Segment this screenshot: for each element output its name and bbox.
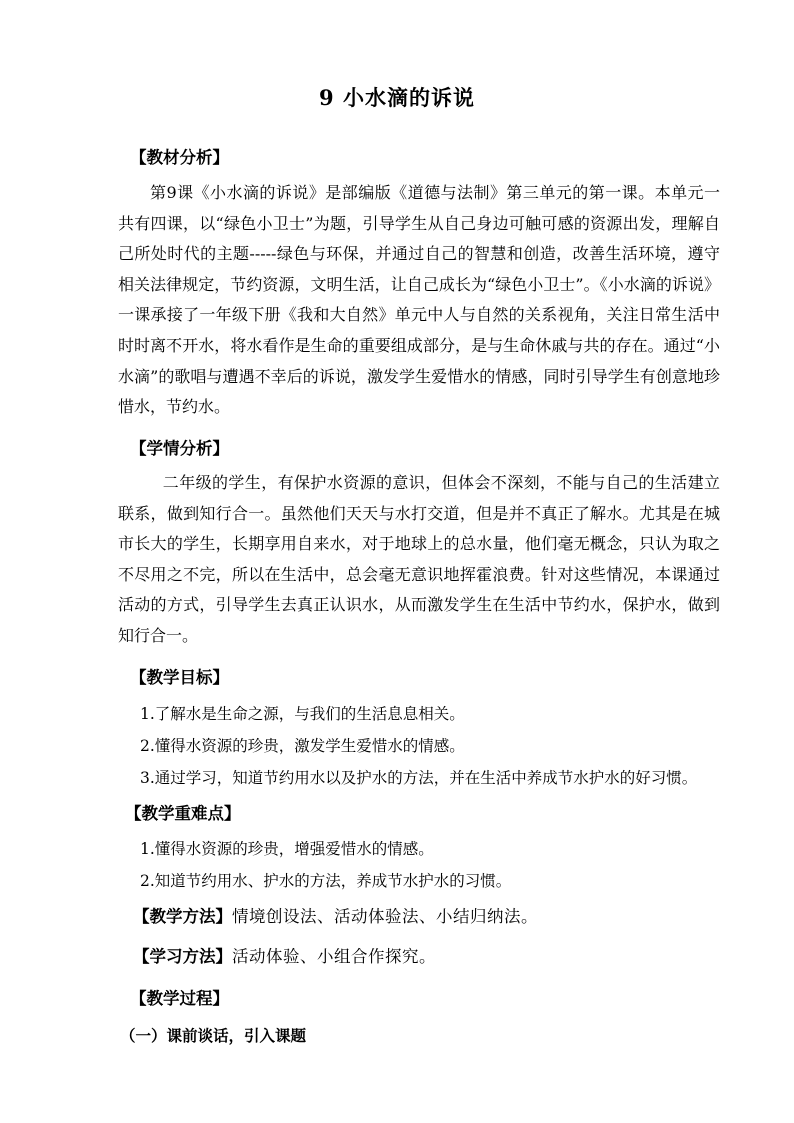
teaching-methods-value: 情境创设法、活动体验法、小结归纳法。 bbox=[232, 907, 538, 926]
objective-item: 1.了解水是生命之源，与我们的生活息息相关。 bbox=[140, 705, 465, 723]
page-title: 9 小水滴的诉说 bbox=[319, 85, 475, 110]
key-points-heading: 【教学重难点】 bbox=[125, 804, 241, 823]
process-subheading: （一）课前谈话，引入课题 bbox=[120, 1026, 307, 1045]
learner-analysis-paragraph: 二年级的学生，有保护水资源的意识，但体会不深刻，不能与自己的生活建立联系，做到知行合一。虽然他们天天与水打交道，但是并不真正了解水。尤其是在城市长大的学生，长期享用自来水，对于地球上的总水量，他们毫无概念，只认为取之不尽用之不完，所以在生活中，总会毫无意识地挥霍浪费。针对这些情况，本课通过活动的方式，引导学生去真正认识水，从而激发学生在生活中节约水，保护水，做到知行合一。 bbox=[118, 473, 720, 645]
learning-methods-value: 活动体验、小组合作探究。 bbox=[232, 947, 436, 966]
textbook-analysis-heading: 【教材分析】 bbox=[130, 148, 229, 167]
key-point-item: 2.知道节约用水、护水的方法，养成节水护水的习惯。 bbox=[140, 872, 512, 890]
textbook-analysis-paragraph: 第9课《小水滴的诉说》是部编版《道德与法制》第三单元的第一课。本单元一共有四课，以“绿色小卫士”为题，引导学生从自己身边可触可感的资源出发，理解自己所处时代的主题-----绿色与环保，并通过自己的智慧和创造，改善生活环境，遵守相关法律规定，节约资源，文明生活，让自己成长为“绿色小卫士”。《小水滴的诉说》一课承接了一年级下册《我和大自然》单元中人与自然的关系视角，关注日常生活中时时离不开水，将水看作是生命的重要组成部分，是与生命休戚与共的存在。通过“小水滴”的歌唱与遭遇不幸后的诉说，激发学生爱惜水的情感，同时引导学生有创意地珍惜水，节约水。 bbox=[118, 183, 720, 417]
key-point-item: 1.懂得水资源的珍贵，增强爱惜水的情感。 bbox=[140, 840, 434, 858]
learning-methods-row bbox=[133, 945, 436, 969]
objective-item: 2.懂得水资源的珍贵，激发学生爱惜水的情感。 bbox=[140, 737, 465, 755]
objective-item: 3.通过学习，知道节约用水以及护水的方法，并在生活中养成节水护水的好习惯。 bbox=[140, 769, 698, 787]
objectives-heading: 【教学目标】 bbox=[130, 668, 229, 687]
process-heading: 【教学过程】 bbox=[130, 989, 229, 1008]
teaching-methods-label: 【教学方法】 bbox=[133, 907, 232, 926]
learning-methods-label: 【学习方法】 bbox=[133, 947, 232, 966]
teaching-methods-row bbox=[133, 905, 538, 929]
learner-analysis-heading: 【学情分析】 bbox=[130, 439, 229, 458]
